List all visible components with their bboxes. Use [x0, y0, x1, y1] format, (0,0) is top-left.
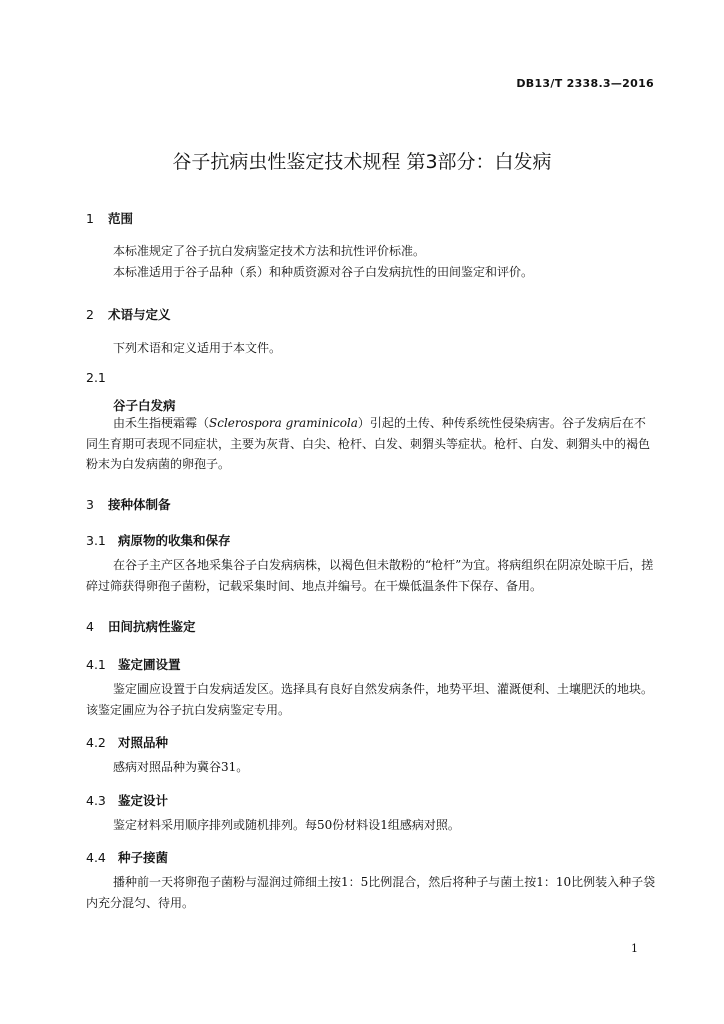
section-heading-3 [86, 495, 171, 513]
section-title: 鉴定圃设置 [118, 657, 181, 672]
section-number: 4.3 [86, 793, 106, 808]
subsection-heading-4-1 [86, 655, 181, 673]
section-heading-1 [86, 209, 133, 227]
paragraph-scope-1: 本标准规定了谷子抗白发病鉴定技术方法和抗性评价标准。 [113, 244, 426, 258]
section-title: 接种体制备 [108, 497, 171, 512]
section-number: 2 [86, 307, 94, 322]
section-number: 4 [86, 619, 94, 634]
section-number: 2.1 [86, 370, 106, 385]
paragraph-scope-2: 本标准适用于谷子品种（系）和种质资源对谷子白发病抗性的田间鉴定和评价。 [113, 265, 534, 279]
section-title: 种子接菌 [118, 850, 169, 865]
paragraph-seed-inoculation: 播种前一天将卵孢子菌粉与湿润过筛细土按1：5比例混合，然后将种子与菌土按1：10比例装入种子袋内充分混匀、待用。 [86, 875, 656, 910]
paragraph-nursery-setup: 鉴定圃应设置于白发病适发区。选择具有良好自然发病条件，地势平坦、灌溉便利、土壤肥沃的地块。该鉴定圃应为谷子抗白发病鉴定专用。 [86, 682, 654, 717]
section-title: 术语与定义 [108, 307, 171, 322]
section-title: 对照品种 [118, 735, 169, 750]
section-number: 4.4 [86, 850, 106, 865]
subsection-heading-4-4 [86, 848, 168, 866]
section-title: 田间抗病性鉴定 [108, 619, 196, 634]
paragraph-design: 鉴定材料采用顺序排列或随机排列。每50份材料设1组感病对照。 [113, 818, 460, 832]
section-title: 病原物的收集和保存 [118, 533, 231, 548]
section-number: 3.1 [86, 533, 106, 548]
page-title: 谷子抗病虫性鉴定技术规程 第3部分：白发病 [172, 151, 552, 173]
section-number: 3 [86, 497, 94, 512]
latin-name: Sclerospora graminicola [209, 416, 358, 430]
section-number: 4.2 [86, 735, 106, 750]
subsection-heading-2-1 [86, 370, 118, 385]
subsection-heading-4-2 [86, 733, 168, 751]
section-heading-4 [86, 617, 196, 635]
paragraph-control-variety: 感病对照品种为冀谷31。 [113, 760, 249, 774]
term-name: 谷子白发病 [113, 398, 176, 413]
paragraph-pathogen-collection: 在谷子主产区各地采集谷子白发病病株，以褐色但未散粉的“枪杆”为宜。将病组织在阴凉处晾干后，搓碎过筛获得卵孢子菌粉，记载采集时间、地点并编号。在干燥低温条件下保存、备用。 [86, 558, 654, 593]
subsection-heading-4-3 [86, 791, 168, 809]
section-number: 4.1 [86, 657, 106, 672]
section-title: 范围 [108, 211, 134, 226]
section-title: 鉴定设计 [118, 793, 169, 808]
paragraph-terms-intro: 下列术语和定义适用于本文件。 [113, 341, 282, 355]
document-code: DB13/T 2338.3—2016 [516, 77, 654, 90]
term-definition: 由禾生指梗霜霉（Sclerospora graminicola）引起的土传、种传系统性侵染病害。谷子发病后在不同生育期可表现不同症状，主要为灰背、白尖、枪杆、白发、刺猬头等症状。枪杆、白发、刺猬头中的褐色粉末为白发病菌的卵孢子。 [86, 416, 651, 471]
section-heading-2 [86, 305, 171, 323]
page-number: 1 [631, 942, 638, 955]
section-number: 1 [86, 211, 94, 226]
subsection-heading-3-1 [86, 531, 231, 549]
